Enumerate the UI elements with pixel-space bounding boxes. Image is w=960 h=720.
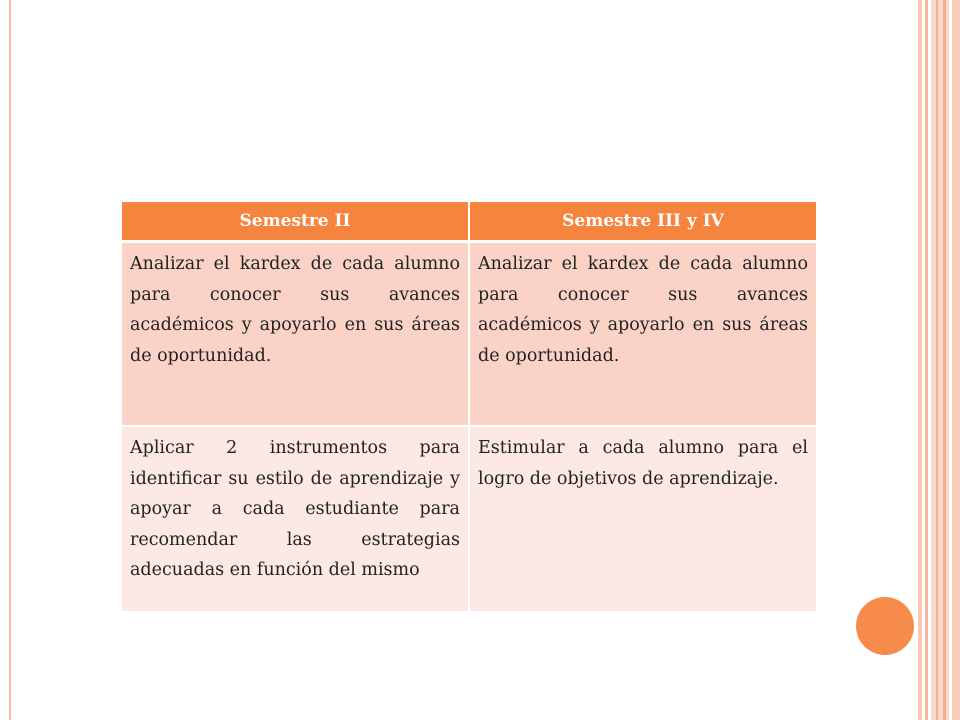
right-decorative-stripe: [925, 0, 928, 720]
table-cell: Aplicar 2 instrumentos para identificar su estilo de aprendizaje y apoyar a cada estudiante para recomendar las estrategias adecuadas en función del mismo: [122, 426, 469, 611]
right-decorative-band: [931, 0, 949, 720]
right-decorative-stripe: [952, 0, 960, 720]
right-decorative-stripe: [943, 0, 946, 720]
header-semestre-iii-iv: Semestre III y IV: [469, 202, 816, 242]
semester-table: [122, 202, 816, 611]
left-frame-line: [9, 0, 11, 720]
table-row: [122, 242, 816, 427]
header-semestre-ii: Semestre II: [122, 202, 469, 242]
right-decorative-stripe: [936, 0, 938, 720]
table-row: [122, 426, 816, 611]
decorative-circle: [856, 597, 914, 655]
table-header-row: [122, 202, 816, 242]
table-cell: Analizar el kardex de cada alumno para conocer sus avances académicos y apoyarlo en sus áreas de oportunidad.: [469, 242, 816, 427]
right-decorative-stripe: [918, 0, 922, 720]
table-cell: Analizar el kardex de cada alumno para conocer sus avances académicos y apoyarlo en sus áreas de oportunidad.: [122, 242, 469, 427]
table-cell: Estimular a cada alumno para el logro de objetivos de aprendizaje.: [469, 426, 816, 611]
